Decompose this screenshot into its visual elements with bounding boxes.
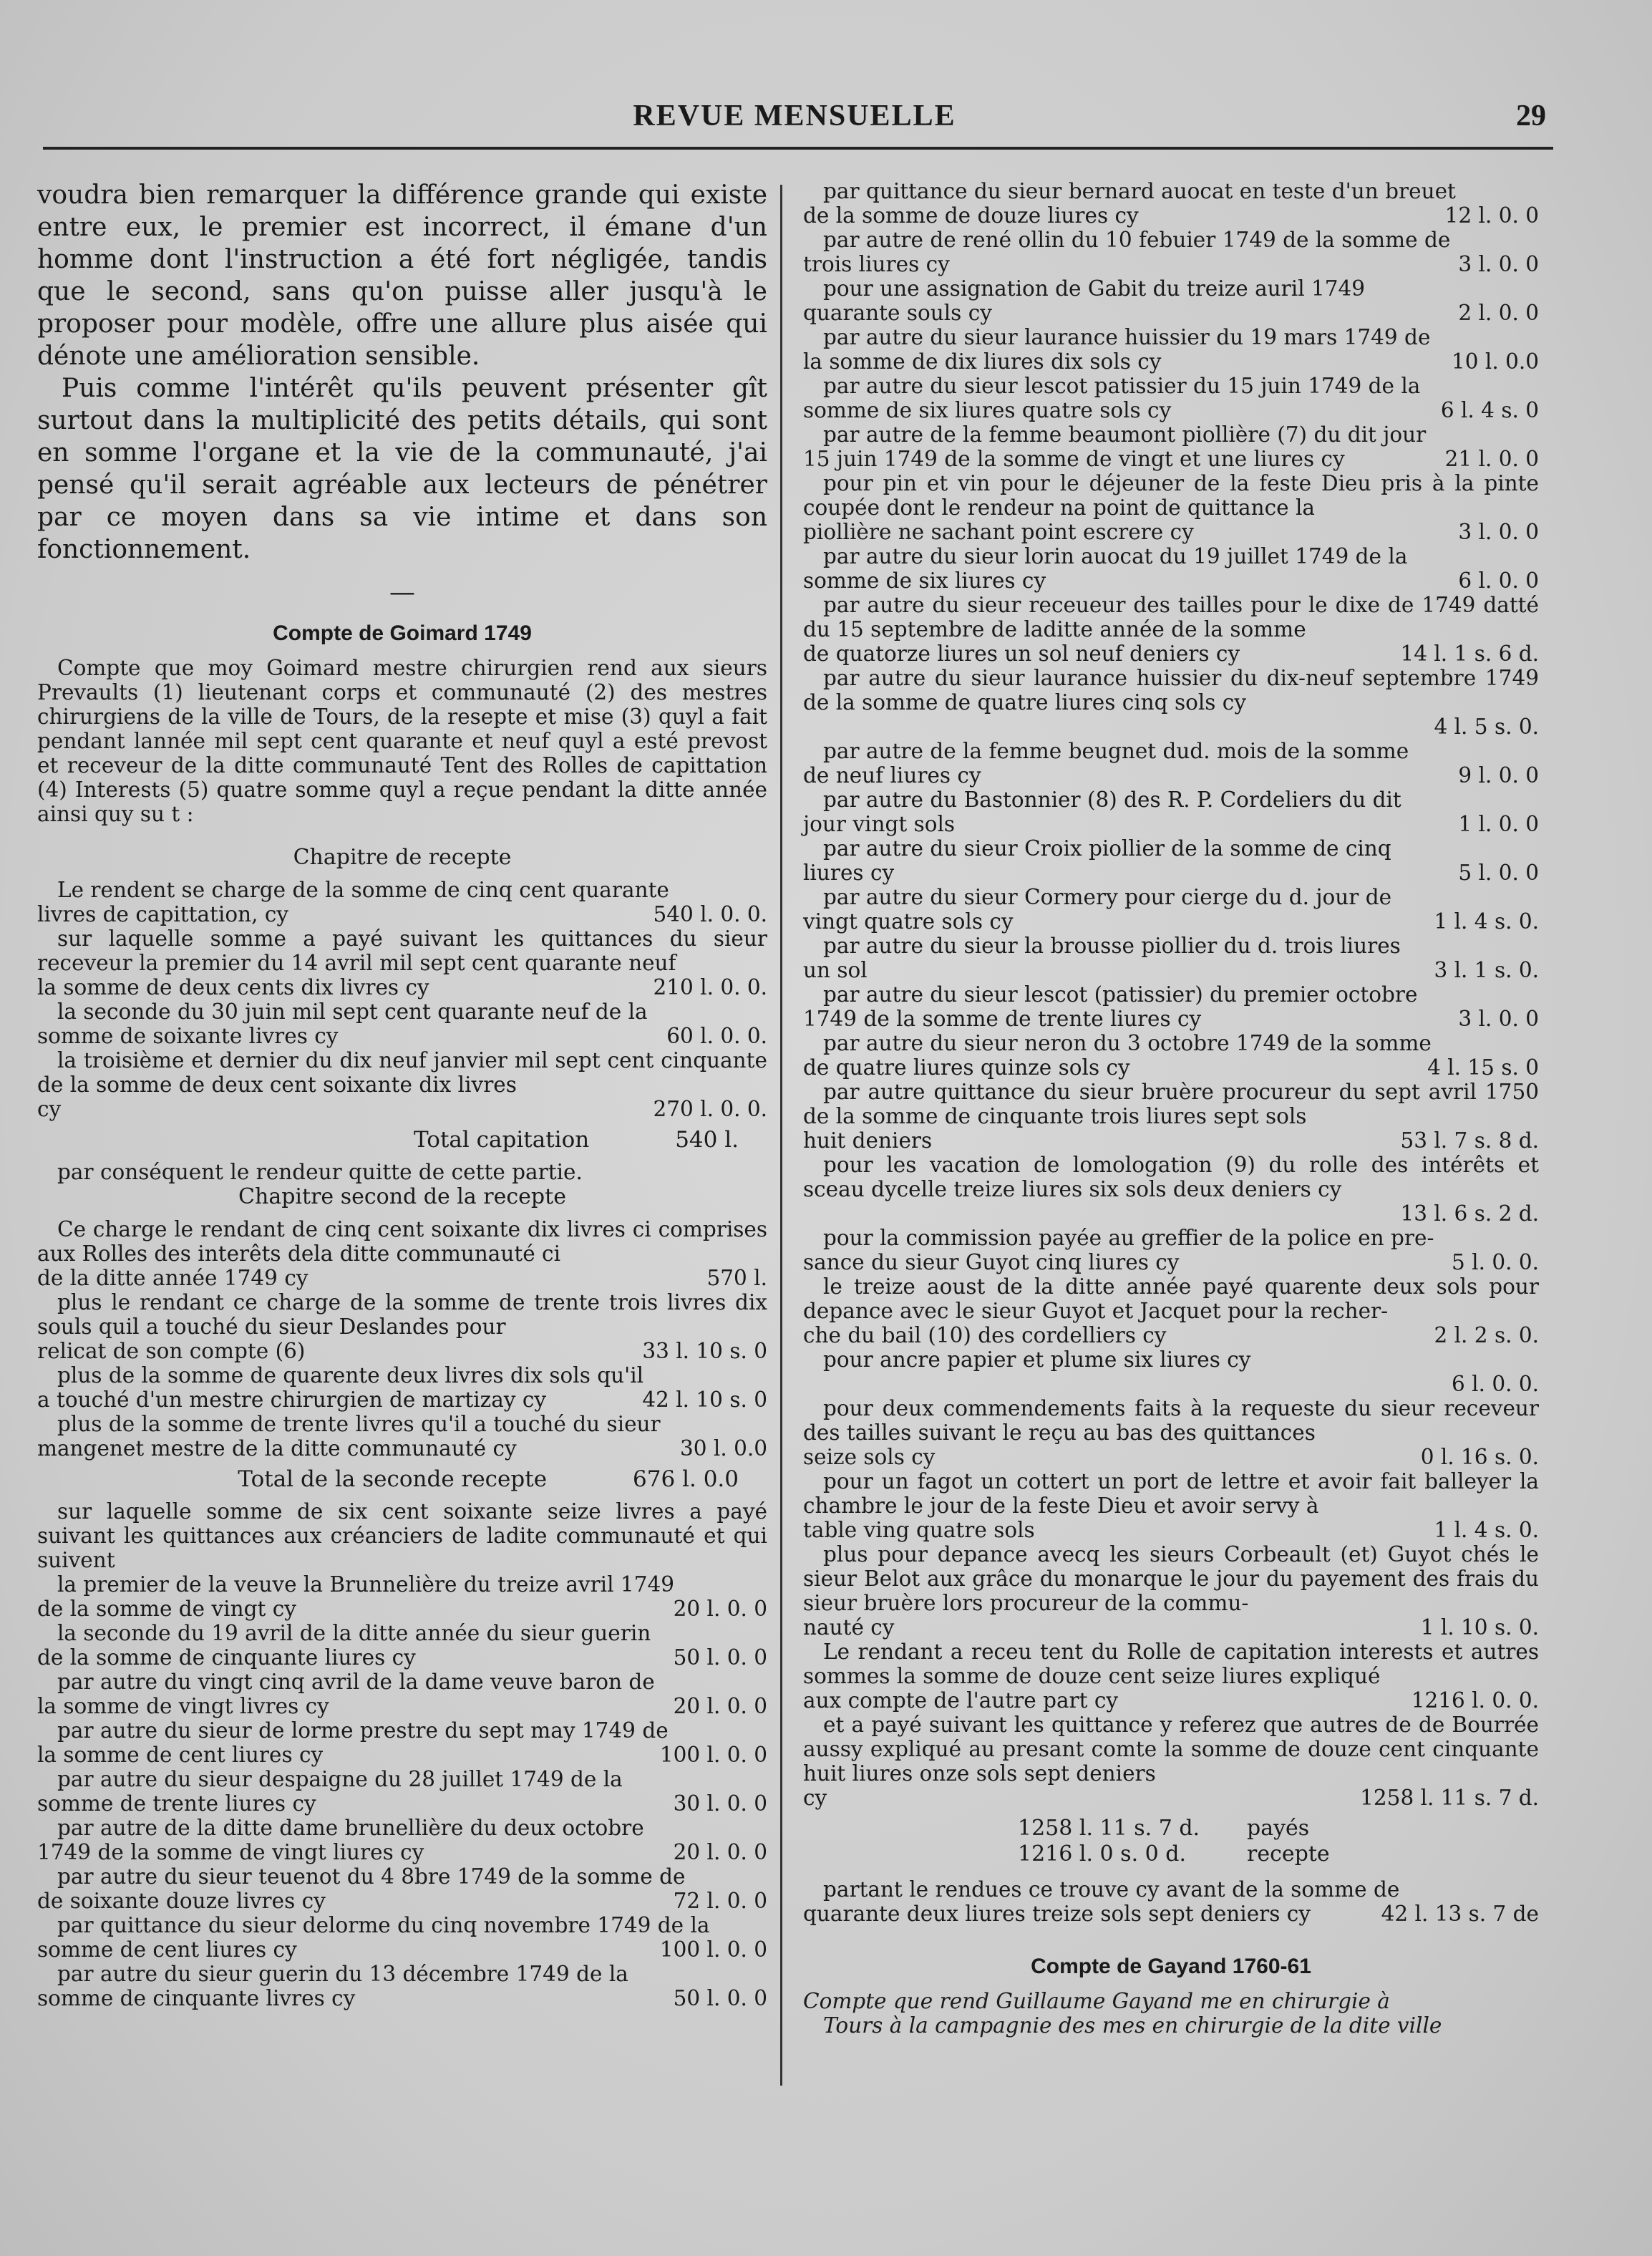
entry-last-line xyxy=(803,958,1539,982)
entry-last-line xyxy=(37,1436,767,1461)
ledger-entry xyxy=(37,1621,767,1670)
entry-last-line xyxy=(803,812,1539,836)
entry-text: par quittance du sieur delorme du cinq novembre 1749 de la xyxy=(57,1913,710,1937)
entry-text: pour un fagot un cottert un port de lettre et avoir fait balleyer la chambre le jour de la feste Dieu et avoir servy à xyxy=(803,1469,1539,1518)
entry-last-text: cy xyxy=(37,1097,62,1121)
balance-amount: 1216 l. 0 s. 0 d. xyxy=(1018,1841,1187,1867)
entry-text: par autre quittance du sieur bruère procureur du sept avril 1750 de la somme de cinquante trois liures sept sols xyxy=(803,1080,1539,1128)
recepte-entries xyxy=(37,878,767,1121)
entry-last-line xyxy=(803,1250,1539,1274)
total-capitation-label: Total capitation xyxy=(414,1127,590,1153)
ledger-entry xyxy=(37,1290,767,1363)
entry-amount: 1216 l. 0. 0. xyxy=(1411,1688,1539,1713)
entry-last-text: la somme de cent liures cy xyxy=(37,1743,324,1767)
column-divider xyxy=(780,185,782,2086)
total-capitation xyxy=(37,1125,739,1154)
ledger-entry xyxy=(37,1816,767,1864)
entry-text: pour pin et vin pour le déjeuner de la feste Dieu pris à la pinte coupée dont le rendeur na point de quittance la xyxy=(803,471,1539,520)
entry-text: par autre de la femme beugnet dud. mois de la somme xyxy=(823,739,1409,763)
ledger-entry xyxy=(37,1718,767,1767)
entry-last-text: liures cy xyxy=(803,861,895,885)
entry-text: par autre du sieur laurance huissier du 19 mars 1749 de xyxy=(823,325,1431,349)
entry-last-line xyxy=(803,861,1539,885)
balance-row xyxy=(1018,1816,1539,1841)
entry-amount: 3 l. 1 s. 0. xyxy=(1434,958,1539,982)
entry-amount: 540 l. 0. 0. xyxy=(653,902,767,926)
entry-amount: 1 l. 4 s. 0. xyxy=(1434,909,1539,934)
ledger-entry xyxy=(803,1080,1539,1153)
partant-amount: 42 l. 13 s. 7 de xyxy=(1381,1902,1539,1926)
ledger-entry xyxy=(803,1031,1539,1080)
entry-last-text: somme de cinquante livres cy xyxy=(37,1986,356,2010)
entry-last-line xyxy=(37,1791,767,1816)
entry-text: Le rendent se charge de la somme de cinq cent quarante xyxy=(57,878,669,902)
entry-amount: 3 l. 0. 0 xyxy=(1458,1007,1539,1031)
entry-text: plus le rendant ce charge de la somme de trente trois livres dix souls quil a touché du sieur Deslandes pour xyxy=(37,1290,767,1339)
entry-last-text: nauté cy xyxy=(803,1615,895,1640)
entry-text: par autre du sieur la brousse piollier du d. trois liures xyxy=(823,934,1401,958)
entry-last-line xyxy=(803,447,1539,471)
entry-last-text: livres de capittation, cy xyxy=(37,902,289,926)
entry-amount: 2 l. 2 s. 0. xyxy=(1434,1323,1539,1347)
ledger-entry xyxy=(803,885,1539,934)
entry-last-line xyxy=(803,252,1539,276)
ledger-entry xyxy=(803,374,1539,422)
entry-last-text: relicat de son compte (6) xyxy=(37,1339,306,1363)
entry-amount: 100 l. 0. 0 xyxy=(659,1743,767,1767)
entry-last-text: la somme de deux cents dix livres cy xyxy=(37,975,429,999)
compte-paragraph: Compte que moy Goimard mestre chirurgien rend aux sieurs Prevaults (1) lieutenant corps et communauté (2) des mestres chirurgiens de la ville de Tours, de la resepte et mise (3) quyl a fait pendant lannée mil sept cent quarante et neuf quyl a esté prevost et receveur de la ditte communauté Tent des Rolles de capittation (4) Interests (5) quatre somme quyl a reçue pendant la ditte année ainsi quy su t : xyxy=(37,656,767,826)
entry-last-line xyxy=(37,902,767,926)
entry-last-line xyxy=(37,975,767,999)
total-seconde-amount: 676 l. 0.0 xyxy=(633,1466,739,1492)
entry-last-text: de la somme de cinquante liures cy xyxy=(37,1645,416,1670)
entry-last-line xyxy=(803,1128,1539,1153)
entry-text: par autre de la femme beaumont piollière (7) du dit jour xyxy=(823,422,1427,447)
entry-text: par autre du sieur teuenot du 4 8bre 1749 de la somme de xyxy=(57,1864,686,1889)
entry-text: par quittance du sieur bernard auocat en teste d'un breuet xyxy=(823,179,1456,203)
entry-last-line xyxy=(37,1937,767,1962)
entry-amount: 20 l. 0. 0 xyxy=(673,1694,767,1718)
ledger-entry xyxy=(37,1962,767,2010)
intro-paragraph-1: voudra bien remarquer la différence grande qui existe entre eux, le premier est incorrect, il émane d'un homme dont l'instruction a été fort négligée, tandis que le second, sans qu'on puisse aller jusqu'à le proposer pour modèle, offre une allure plus aisée qui dénote une amélioration sensible. xyxy=(37,180,767,371)
entry-text: par autre de rené ollin du 10 febuier 1749 de la somme de xyxy=(823,228,1451,252)
entry-amount: 42 l. 10 s. 0 xyxy=(642,1388,767,1412)
ledger-entry xyxy=(803,325,1539,374)
entry-text: plus de la somme de quarente deux livres dix sols qu'il xyxy=(57,1363,644,1388)
entry-text: par autre du Bastonnier (8) des R. P. Cordeliers du dit xyxy=(823,788,1401,812)
entry-last-text: aux compte de l'autre part cy xyxy=(803,1688,1119,1713)
ledger-entry xyxy=(37,1864,767,1913)
entry-text: sur laquelle somme a payé suivant les quittances du sieur receveur la premier du 14 avril mil sept cent quarante neuf xyxy=(37,926,767,975)
entry-last-text: table ving quatre sols xyxy=(803,1518,1035,1542)
entry-text: par autre du sieur lescot patissier du 15 juin 1749 de la xyxy=(823,374,1421,398)
entry-last-text: piollière ne sachant point escrere cy xyxy=(803,520,1194,544)
section-title-goimard: Compte de Goimard 1749 xyxy=(273,621,532,645)
balance-block xyxy=(1018,1816,1539,1867)
consequent-line: par conséquent le rendeur quitte de cette partie. xyxy=(57,1160,583,1184)
entry-last-line xyxy=(37,1024,767,1048)
balance-row xyxy=(1018,1841,1539,1867)
entry-amount: 5 l. 0. 0 xyxy=(1458,861,1539,885)
entry-last-text: trois liures cy xyxy=(803,252,950,276)
entry-text: la premier de la veuve la Brunnelière du treize avril 1749 xyxy=(57,1572,674,1597)
right-column xyxy=(803,179,1539,2038)
entry-amount: 30 l. 0.0 xyxy=(679,1436,767,1461)
ledger-entry xyxy=(803,471,1539,544)
ledger-entry xyxy=(37,1048,767,1121)
total-capitation-amount: 540 l. xyxy=(675,1127,739,1153)
entry-text: par autre du sieur lorin auocat du 19 juillet 1749 de la xyxy=(823,544,1408,568)
partant-last: quarante deux liures treize sols sept deniers cy xyxy=(803,1902,1311,1926)
entry-text: la seconde du 19 avril de la ditte année du sieur guerin xyxy=(57,1621,651,1645)
entry-last-line xyxy=(803,1615,1539,1640)
entry-amount: 4 l. 15 s. 0 xyxy=(1427,1055,1539,1080)
entry-last-line xyxy=(803,1372,1539,1396)
entry-last-text: la somme de dix liures dix sols cy xyxy=(803,349,1162,374)
ledger-entry xyxy=(803,1640,1539,1713)
ledger-entry xyxy=(37,999,767,1048)
entry-last-text: de quatorze liures un sol neuf deniers cy xyxy=(803,642,1240,666)
entry-amount: 60 l. 0. 0. xyxy=(666,1024,767,1048)
ledger-entry xyxy=(37,1767,767,1816)
entry-last-line xyxy=(803,203,1539,228)
entry-text: par autre du sieur receueur des tailles pour le dixe de 1749 datté du 15 septembre de laditte année de la somme xyxy=(803,593,1539,642)
entry-last-text: somme de six liures cy xyxy=(803,568,1046,593)
entry-last-line xyxy=(803,1055,1539,1080)
entry-amount: 5 l. 0. 0. xyxy=(1451,1250,1539,1274)
entry-last-line xyxy=(803,1007,1539,1031)
balance-amount: 1258 l. 11 s. 7 d. xyxy=(1018,1816,1200,1841)
entry-last-line xyxy=(37,1097,767,1121)
entry-last-text: somme de six liures quatre sols cy xyxy=(803,398,1172,422)
page-number: 29 xyxy=(1516,100,1546,132)
entry-text: par autre du sieur Cormery pour cierge du d. jour de xyxy=(823,885,1392,909)
separator-dash: — xyxy=(389,578,415,607)
page-header xyxy=(43,99,1546,142)
entry-last-line xyxy=(803,398,1539,422)
entry-last-line xyxy=(803,763,1539,788)
entry-text: par autre du sieur de lorme prestre du sept may 1749 de xyxy=(57,1718,669,1743)
entry-last-line xyxy=(37,1388,767,1412)
entry-amount: 3 l. 0. 0 xyxy=(1458,252,1539,276)
entry-amount: 13 l. 6 s. 2 d. xyxy=(1400,1201,1539,1226)
entry-last-text: seize sols cy xyxy=(803,1445,936,1469)
entry-amount: 3 l. 0. 0 xyxy=(1458,520,1539,544)
entry-last-line xyxy=(37,1645,767,1670)
entry-amount: 100 l. 0. 0 xyxy=(659,1937,767,1962)
entry-last-line xyxy=(803,642,1539,666)
entry-text: pour une assignation de Gabit du treize auril 1749 xyxy=(823,276,1366,301)
entry-text: Le rendant a receu tent du Rolle de capitation interests et autres sommes la somme de douze cent seize liures expliqué xyxy=(803,1640,1539,1688)
entry-amount: 30 l. 0. 0 xyxy=(673,1791,767,1816)
intro-paragraph-2: Puis comme l'intérêt qu'ils peuvent présenter gît surtout dans la multiplicité des petits détails, qui sont en somme l'organe et la vie de la communauté, j'ai pensé qu'il serait agréable aux lecteurs de pénétrer par ce moyen dans sa vie intime et dans son fonctionnement. xyxy=(37,374,767,564)
ledger-entry xyxy=(803,1469,1539,1542)
ledger-entry xyxy=(803,836,1539,885)
entry-last-text: a touché d'un mestre chirurgien de martizay cy xyxy=(37,1388,547,1412)
ledger-entry xyxy=(803,1274,1539,1347)
entry-last-line xyxy=(37,1840,767,1864)
entry-last-text: jour vingt sols xyxy=(803,812,956,836)
ledger-entry xyxy=(37,1913,767,1962)
creanciers-entries xyxy=(37,1572,767,2010)
entry-text: par autre du sieur laurance huissier du dix-neuf septembre 1749 de la somme de quatre liures cinq sols cy xyxy=(803,666,1539,715)
entry-last-text: quarante souls cy xyxy=(803,301,992,325)
entry-amount: 1 l. 4 s. 0. xyxy=(1434,1518,1539,1542)
ledger-entry xyxy=(803,982,1539,1031)
ledger-entry xyxy=(803,739,1539,788)
entry-last-text: de la ditte année 1749 cy xyxy=(37,1266,308,1290)
entry-amount: 1 l. 0. 0 xyxy=(1458,812,1539,836)
entry-last-text: un sol xyxy=(803,958,868,982)
entry-text: pour la commission payée au greffier de la police en pre- xyxy=(823,1226,1434,1250)
entry-text: pour deux commendements faits à la requeste du sieur receveur des tailles suivant le reçu au bas des quittances xyxy=(803,1396,1539,1445)
entry-text: par autre du sieur neron du 3 octobre 1749 de la somme xyxy=(823,1031,1432,1055)
entry-amount: 72 l. 0. 0 xyxy=(673,1889,767,1913)
entry-last-text: somme de cent liures cy xyxy=(37,1937,297,1962)
entry-last-text: de soixante douze livres cy xyxy=(37,1889,326,1913)
entry-last-text: de la somme de vingt cy xyxy=(37,1597,296,1621)
entry-text: la troisième et dernier du dix neuf janvier mil sept cent cinquante de la somme de deux cent soixante dix livres xyxy=(37,1048,767,1097)
ledger-entry xyxy=(37,926,767,999)
entry-last-line xyxy=(803,909,1539,934)
depense-entries xyxy=(803,179,1539,1810)
entry-last-text: 1749 de la somme de trente liures cy xyxy=(803,1007,1202,1031)
ledger-entry xyxy=(37,1412,767,1461)
entry-last-text: la somme de vingt livres cy xyxy=(37,1694,329,1718)
entry-last-line xyxy=(37,1743,767,1767)
left-column xyxy=(37,179,767,2010)
sur-laquelle-paragraph: sur laquelle somme de six cent soixante seize livres a payé suivant les quittances aux créanciers de ladite communauté et qui suivent xyxy=(37,1499,767,1572)
second-recepte-entries xyxy=(37,1217,767,1461)
entry-text: par autre du vingt cinq avril de la dame veuve baron de xyxy=(57,1670,655,1694)
entry-amount: 6 l. 4 s. 0 xyxy=(1440,398,1539,422)
entry-amount: 2 l. 0. 0 xyxy=(1458,301,1539,325)
entry-text: par autre du sieur lescot (patissier) du premier octobre xyxy=(823,982,1418,1007)
ledger-entry xyxy=(803,1226,1539,1274)
ledger-entry xyxy=(803,1153,1539,1226)
ledger-entry xyxy=(803,544,1539,593)
entry-last-text: cy xyxy=(803,1786,827,1810)
entry-last-line xyxy=(37,1889,767,1913)
entry-amount: 9 l. 0. 0 xyxy=(1458,763,1539,788)
entry-amount: 0 l. 16 s. 0. xyxy=(1420,1445,1539,1469)
entry-last-line xyxy=(803,715,1539,739)
entry-last-text: de neuf liures cy xyxy=(803,763,981,788)
entry-last-text: mangenet mestre de la ditte communauté cy xyxy=(37,1436,517,1461)
entry-last-line xyxy=(803,349,1539,374)
entry-last-text: de quatre liures quinze sols cy xyxy=(803,1055,1130,1080)
entry-last-line xyxy=(37,1597,767,1621)
gayand-line-2: Tours à la campagnie des mes en chirurgie de la dite ville xyxy=(823,2013,1442,2038)
entry-text: plus de la somme de trente livres qu'il a touché du sieur xyxy=(57,1412,661,1436)
entry-last-line xyxy=(803,1518,1539,1542)
entry-last-text: che du bail (10) des cordelliers cy xyxy=(803,1323,1167,1347)
entry-text: pour les vacation de lomologation (9) du rolle des intérêts et sceau dycelle treize liures six sols deux deniers cy xyxy=(803,1153,1539,1201)
gayand-line-1: Compte que rend Guillaume Gayand me en chirurgie à xyxy=(803,1989,1390,2013)
header-rule xyxy=(43,147,1553,150)
entry-amount: 50 l. 0. 0 xyxy=(673,1986,767,2010)
entry-amount: 6 l. 0. 0. xyxy=(1451,1372,1539,1396)
entry-last-text: somme de trente liures cy xyxy=(37,1791,316,1816)
ledger-entry xyxy=(803,276,1539,325)
entry-last-line xyxy=(803,1445,1539,1469)
balance-label: payés xyxy=(1247,1816,1310,1841)
entry-amount: 53 l. 7 s. 8 d. xyxy=(1400,1128,1539,1153)
entry-text: par autre du sieur despaigne du 28 juillet 1749 de la xyxy=(57,1767,623,1791)
entry-amount: 20 l. 0. 0 xyxy=(673,1840,767,1864)
total-seconde-recepte xyxy=(37,1465,739,1493)
entry-last-line xyxy=(803,568,1539,593)
entry-amount: 570 l. xyxy=(706,1266,767,1290)
chapitre-recepte-heading: Chapitre de recepte xyxy=(293,845,512,870)
chapitre-second-heading: Chapitre second de la recepte xyxy=(238,1184,566,1209)
ledger-entry xyxy=(803,228,1539,276)
ledger-entry xyxy=(37,878,767,926)
ledger-entry xyxy=(803,1713,1539,1810)
entry-last-line xyxy=(803,1201,1539,1226)
entry-text: par autre de la ditte dame brunellière du deux octobre xyxy=(57,1816,644,1840)
ledger-entry xyxy=(803,1396,1539,1469)
ledger-entry xyxy=(803,934,1539,982)
partant-text: partant le rendues ce trouve cy avant de la somme de xyxy=(823,1877,1400,1902)
entry-amount: 1 l. 10 s. 0. xyxy=(1420,1615,1539,1640)
entry-last-text: somme de soixante livres cy xyxy=(37,1024,339,1048)
entry-text: plus pour depance avecq les sieurs Corbeault (et) Guyot chés le sieur Belot aux grâce du monarque le jour du payement des frais du sieur bruère lors procureur de la commu- xyxy=(803,1542,1539,1615)
entry-amount: 50 l. 0. 0 xyxy=(673,1645,767,1670)
entry-text: par autre du sieur guerin du 13 décembre 1749 de la xyxy=(57,1962,628,1986)
entry-last-text: sance du sieur Guyot cinq liures cy xyxy=(803,1250,1180,1274)
ledger-entry xyxy=(803,1542,1539,1640)
entry-amount: 270 l. 0. 0. xyxy=(653,1097,767,1121)
entry-last-line xyxy=(37,1986,767,2010)
entry-amount: 10 l. 0.0 xyxy=(1451,349,1539,374)
entry-text: par autre du sieur Croix piollier de la somme de cinq xyxy=(823,836,1391,861)
entry-last-line xyxy=(37,1694,767,1718)
entry-text: le treize aoust de la ditte année payé quarente deux sols pour depance avec le sieur Guyot et Jacquet pour la recher- xyxy=(803,1274,1539,1323)
ledger-entry xyxy=(37,1670,767,1718)
entry-last-line xyxy=(37,1266,767,1290)
ledger-entry xyxy=(803,179,1539,228)
entry-last-text: 1749 de la somme de vingt liures cy xyxy=(37,1840,424,1864)
entry-amount: 1258 l. 11 s. 7 d. xyxy=(1360,1786,1539,1810)
ledger-entry xyxy=(37,1363,767,1412)
balance-label: recepte xyxy=(1247,1841,1330,1867)
entry-text: et a payé suivant les quittance y referez que autres de de Bourrée aussy expliqué au presant comte la somme de douze cent cinquante huit liures onze sols sept deniers xyxy=(803,1713,1539,1786)
entry-text: la seconde du 30 juin mil sept cent quarante neuf de la xyxy=(57,999,648,1024)
entry-last-line xyxy=(803,1786,1539,1810)
ledger-entry xyxy=(803,422,1539,471)
entry-last-text: 15 juin 1749 de la somme de vingt et une liures cy xyxy=(803,447,1345,471)
entry-last-line xyxy=(803,301,1539,325)
partant-entry xyxy=(803,1877,1539,1926)
entry-amount: 33 l. 10 s. 0 xyxy=(642,1339,767,1363)
entry-last-text: huit deniers xyxy=(803,1128,933,1153)
entry-last-text: vingt quatre sols cy xyxy=(803,909,1014,934)
ledger-entry xyxy=(803,666,1539,739)
ledger-entry xyxy=(37,1217,767,1290)
entry-amount: 6 l. 0. 0 xyxy=(1458,568,1539,593)
entry-amount: 20 l. 0. 0 xyxy=(673,1597,767,1621)
entry-last-line xyxy=(803,1688,1539,1713)
running-title: REVUE MENSUELLE xyxy=(633,100,956,132)
ledger-entry xyxy=(803,593,1539,666)
entry-text: pour ancre papier et plume six liures cy xyxy=(823,1347,1251,1372)
entry-last-text: de la somme de douze liures cy xyxy=(803,203,1139,228)
entry-amount: 4 l. 5 s. 0. xyxy=(1434,715,1539,739)
entry-amount: 21 l. 0. 0 xyxy=(1444,447,1539,471)
total-seconde-label: Total de la seconde recepte xyxy=(238,1466,548,1492)
entry-amount: 12 l. 0. 0 xyxy=(1444,203,1539,228)
entry-last-line xyxy=(803,1323,1539,1347)
entry-amount: 210 l. 0. 0. xyxy=(653,975,767,999)
entry-amount: 14 l. 1 s. 6 d. xyxy=(1400,642,1539,666)
ledger-entry xyxy=(803,788,1539,836)
section-title-gayand: Compte de Gayand 1760-61 xyxy=(1031,1955,1311,1978)
entry-last-line xyxy=(803,520,1539,544)
entry-text: Ce charge le rendant de cinq cent soixante dix livres ci comprises aux Rolles des interêts dela ditte communauté ci xyxy=(37,1217,767,1266)
ledger-entry xyxy=(37,1572,767,1621)
ledger-entry xyxy=(803,1347,1539,1396)
entry-last-line xyxy=(37,1339,767,1363)
